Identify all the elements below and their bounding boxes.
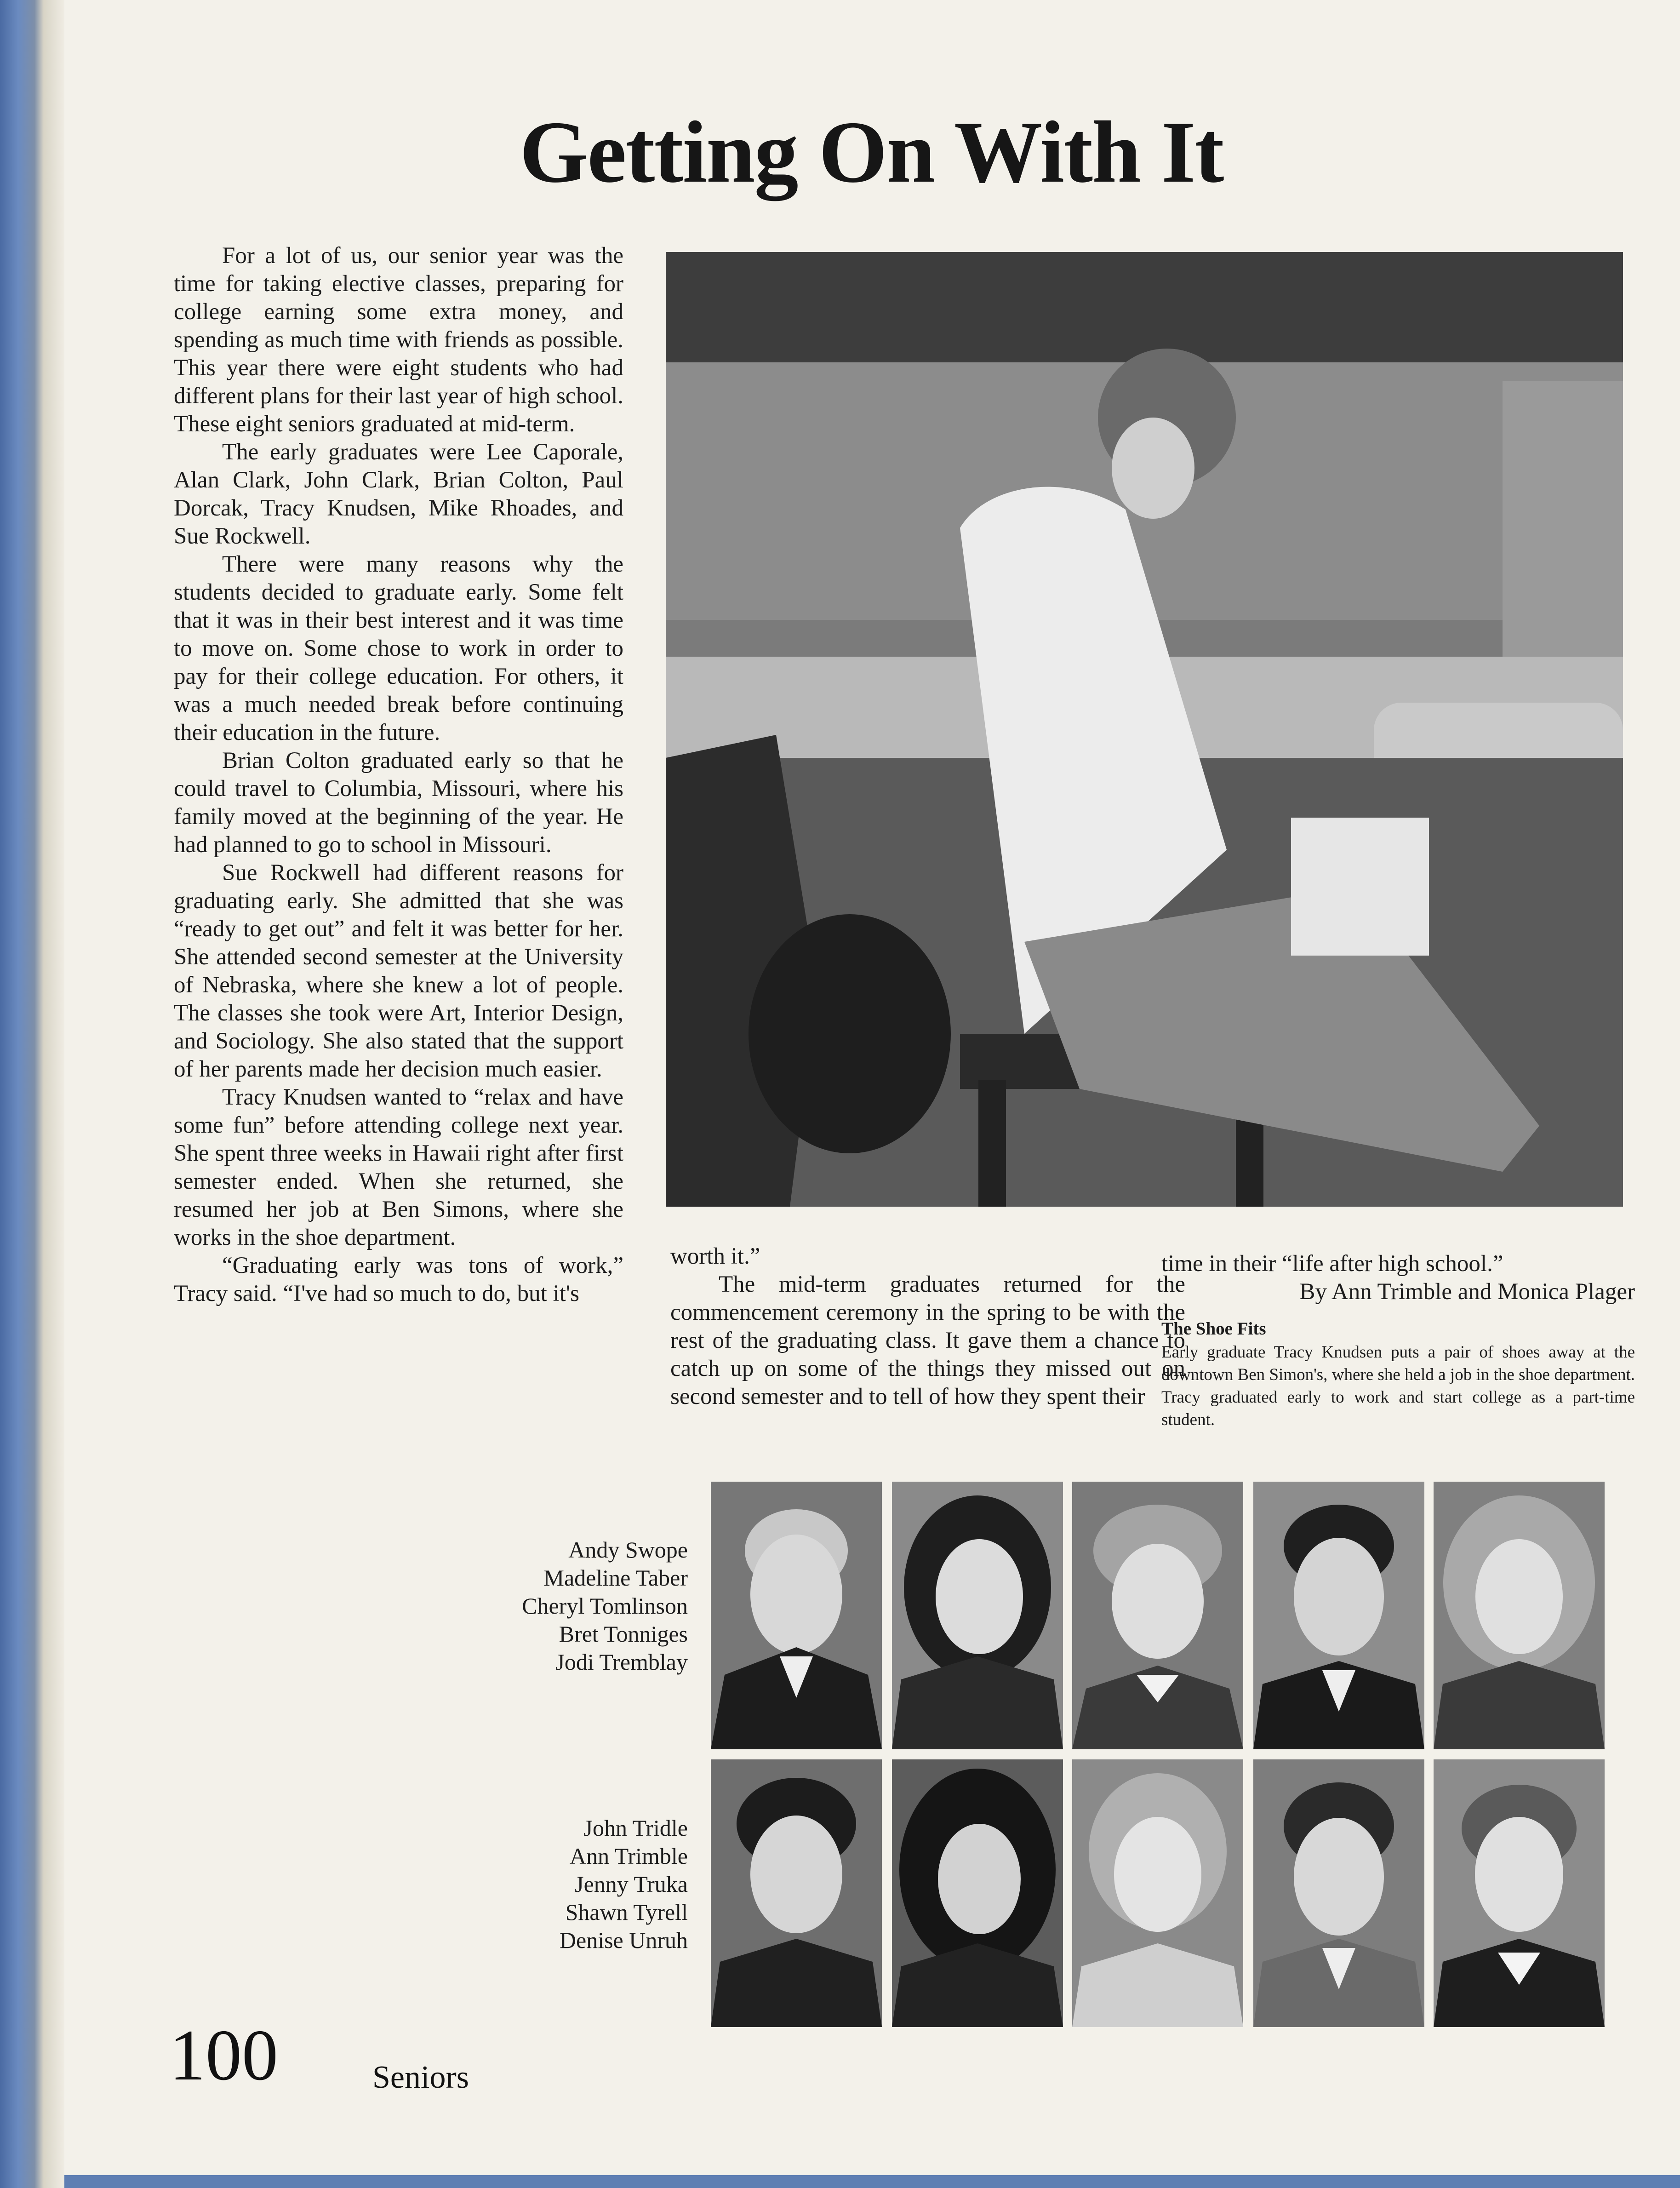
senior-portrait <box>711 1482 882 1749</box>
portrait-names-row-2 <box>366 1814 688 1954</box>
article-paragraph: time in their “life after high school.” <box>1161 1251 1503 1277</box>
article-paragraph: Tracy Knudsen wanted to “relax and have some fun” before attending college next year. She spent three weeks in Hawaii right after first semester ended. When she returned, she resumed her job at Ben Simons, where she works in the shoe department. <box>174 1084 623 1250</box>
article-paragraph: worth it.” <box>670 1243 760 1269</box>
article-paragraph: Brian Colton graduated early so that he could travel to Columbia, Missouri, where his family moved at the beginning of the year. He had planned to go to school in Missouri. <box>174 748 623 858</box>
portrait-name: Bret Tonniges <box>559 1621 688 1647</box>
section-label: Seniors <box>372 2060 469 2095</box>
photo-illustration <box>666 252 1623 1207</box>
article-paragraph: “Graduating early was tons of work,” Tracy said. “I've had so much to do, but it's <box>174 1253 623 1306</box>
article-column-2 <box>670 1243 1185 1411</box>
senior-portrait <box>1253 1482 1424 1749</box>
senior-portrait <box>1072 1482 1243 1749</box>
portrait-name: Cheryl Tomlinson <box>522 1593 688 1619</box>
senior-portrait <box>1434 1759 1605 2027</box>
page-number: 100 <box>169 2015 278 2096</box>
main-photo-shoe-store <box>666 252 1623 1207</box>
senior-portrait <box>1434 1482 1605 1749</box>
article-paragraph: The mid-term graduates returned for the commencement ceremony in the spring to be with the rest of the graduating class. It gave them a chance to catch up on some of the things they missed out on second semester and to tell of how they spent their <box>670 1272 1185 1409</box>
article-byline: By Ann Trimble and Monica Plager <box>1299 1279 1635 1305</box>
page-title: Getting On With It <box>520 103 1223 201</box>
portrait-name: Denise Unruh <box>559 1927 688 1953</box>
portrait-name: Ann Trimble <box>569 1843 688 1869</box>
article-paragraph: For a lot of us, our senior year was the time for taking elective classes, preparing for college earning some extra money, and spending as much time with friends as possible. This year there were eight students who had different plans for their last year of high school. These eight seniors graduated at mid-term. <box>174 243 623 437</box>
article-paragraph: Sue Rockwell had different reasons for graduating early. She admitted that she was “ready to get out” and felt it was better for her. She attended second semester at the University of Nebraska, where she knew a lot of people. The classes she took were Art, Interior Design, and Sociology. She also stated that the support of her parents made her decision much easier. <box>174 860 623 1082</box>
photo-caption-body: Early graduate Tracy Knudsen puts a pair of shoes away at the downtown Ben Simon's, where she held a job in the shoe department. Tracy graduated early to work and start college as a part-time student. <box>1161 1343 1635 1429</box>
portrait-name: Andy Swope <box>568 1537 688 1563</box>
book-binding <box>0 0 64 2188</box>
article-paragraph: There were many reasons why the students decided to graduate early. Some felt that it was in their best interest and it was time to move on. Some chose to work in order to pay for their college education. For others, it was a much needed break before continuing their education in the future. <box>174 551 623 745</box>
senior-portrait <box>1253 1759 1424 2027</box>
portrait-name: Madeline Taber <box>543 1565 688 1591</box>
senior-portrait <box>1072 1759 1243 2027</box>
portrait-name: Shawn Tyrell <box>565 1899 688 1925</box>
senior-portrait <box>711 1759 882 2027</box>
article-paragraph: The early graduates were Lee Caporale, Alan Clark, John Clark, Brian Colton, Paul Dorcak, Tracy Knudsen, Mike Rhoades, and Sue Rockwell. <box>174 439 623 549</box>
photo-caption-title: The Shoe Fits <box>1161 1319 1266 1339</box>
senior-portrait <box>892 1759 1063 2027</box>
senior-portrait <box>892 1482 1063 1749</box>
portrait-names-row-1 <box>366 1536 688 1676</box>
portrait-name: Jodi Tremblay <box>555 1649 688 1675</box>
portrait-name: Jenny Truka <box>575 1871 688 1897</box>
article-column-1 <box>174 242 623 1308</box>
yearbook-page <box>64 0 1680 2175</box>
article-column-3 <box>1161 1250 1635 1431</box>
portrait-name: John Tridle <box>583 1815 688 1841</box>
